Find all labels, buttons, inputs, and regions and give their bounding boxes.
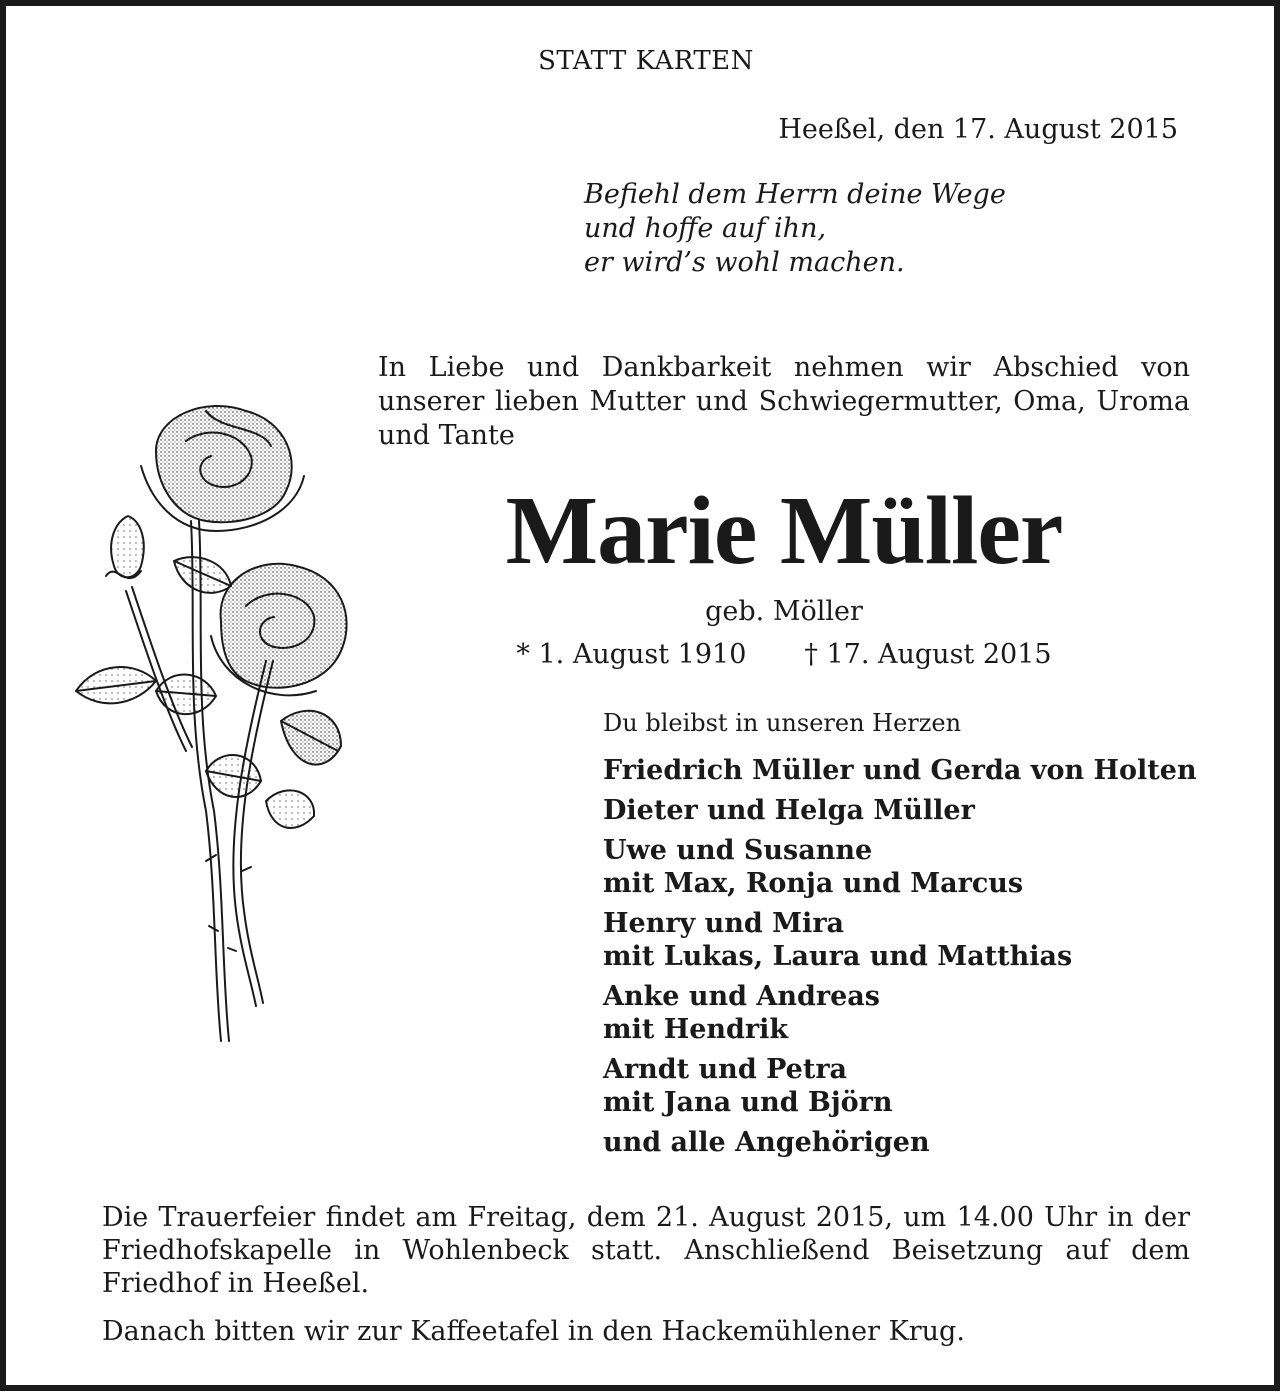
family-entry: Friedrich Müller und Gerda von Holten bbox=[603, 755, 1197, 786]
rose-illustration bbox=[56, 391, 356, 1051]
hearts-line: Du bleibst in unseren Herzen bbox=[603, 709, 962, 737]
family-entry: Arndt und Petra mit Jana und Björn bbox=[603, 1054, 893, 1118]
deceased-name: Marie Müller bbox=[505, 477, 1063, 585]
family-entry: Uwe und Susanne mit Max, Ronja und Marcus bbox=[603, 835, 1024, 899]
coffee-text: Danach bitten wir zur Kaffeetafel in den Hackemühlener Krug. bbox=[102, 1316, 965, 1347]
family-entry: Henry und Mira mit Lukas, Laura und Matthias bbox=[603, 908, 1073, 972]
bible-verse bbox=[584, 178, 1006, 280]
intro-text: In Liebe und Dankbarkeit nehmen wir Abschied von unserer lieben Mutter und Schwiegermutter, Oma, Uroma und Tante bbox=[378, 352, 1190, 451]
statt-karten-header: STATT KARTEN bbox=[538, 46, 754, 76]
birth-name: geb. Möller bbox=[705, 596, 863, 627]
place-date: Heeßel, den 17. August 2015 bbox=[778, 114, 1178, 145]
verse-line: er wird’s wohl machen. bbox=[584, 247, 905, 278]
family-entry: und alle Angehörigen bbox=[603, 1127, 930, 1158]
family-entry: Dieter und Helga Müller bbox=[603, 795, 975, 826]
family-entry: Anke und Andreas mit Hendrik bbox=[603, 981, 880, 1045]
verse-line: und hoffe auf ihn, bbox=[584, 213, 827, 244]
life-dates bbox=[378, 639, 1190, 670]
family-list bbox=[603, 754, 1197, 1166]
birth-date: * 1. August 1910 bbox=[516, 639, 747, 670]
verse-line: Befiehl dem Herrn deine Wege bbox=[584, 179, 1006, 210]
ceremony-text: Die Trauerfeier findet am Freitag, dem 21. August 2015, um 14.00 Uhr in der Friedhofskapelle in Wohlenbeck statt. Anschließend Beisetzung auf dem Friedhof in Heeßel. bbox=[102, 1202, 1190, 1299]
death-date: † 17. August 2015 bbox=[804, 639, 1052, 670]
